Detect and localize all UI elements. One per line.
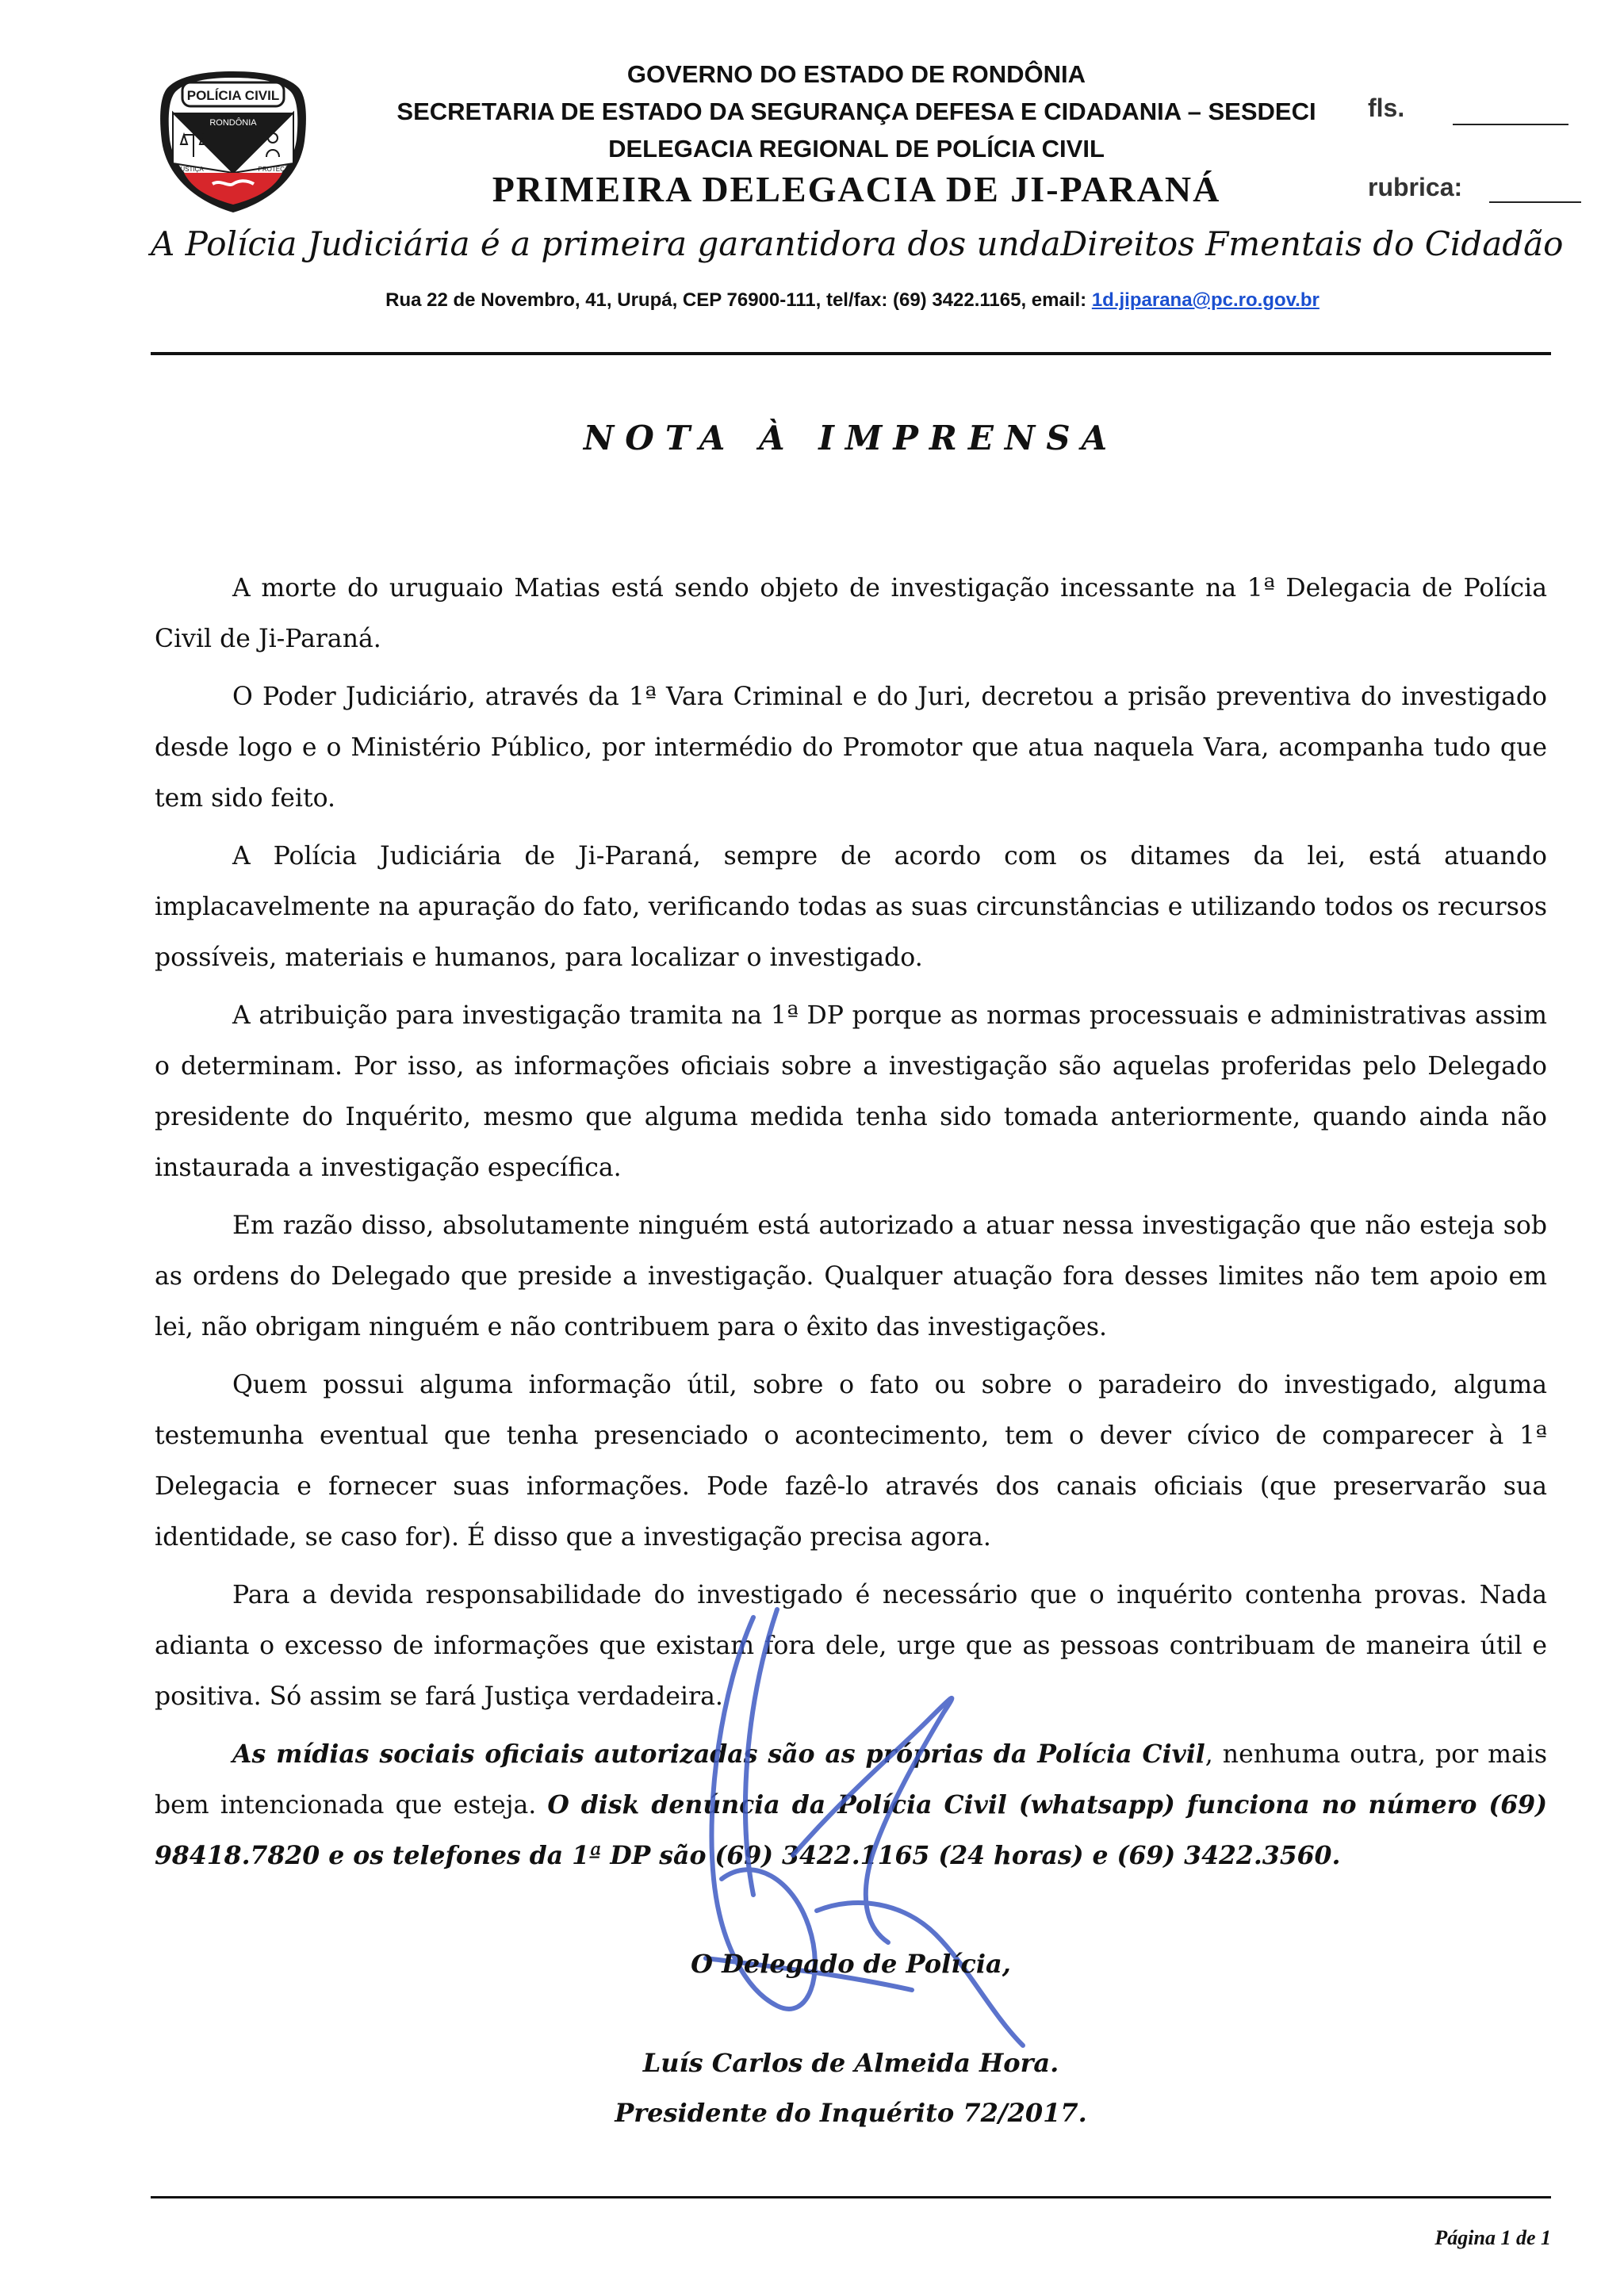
- fls-blank-line: [1453, 124, 1568, 125]
- contact-numbers-statement: O disk denúncia da Polícia Civil (whatsapp) funciona no número (69) 98418.7820 e os telefones da 1ª DP são (69) 3422.1165 (24 horas) e (69) 3422.3560.: [155, 1790, 1547, 1870]
- policia-civil-badge-logo: [155, 68, 311, 216]
- badge-text-mid: RONDÔNIA: [209, 118, 257, 128]
- header-secretariat-line: SECRETARIA DE ESTADO DA SEGURANÇA DEFESA E CIDADANIA – SESDECI: [396, 98, 1316, 125]
- page-number: Página 1 de 1: [1434, 2226, 1551, 2249]
- header-regional-line: DELEGACIA REGIONAL DE POLÍCIA CIVIL: [608, 135, 1105, 163]
- header-address: [151, 289, 1554, 312]
- signature-role: O Delegado de Polícia,: [691, 1949, 1011, 1979]
- paragraph-1: A morte do uruguaio Matias está sendo objeto de investigação incessante na 1ª Delegacia de Polícia Civil de Ji-Paraná.: [155, 574, 1547, 653]
- handwritten-signature: [658, 1594, 1055, 2085]
- fls-label: fls.: [1368, 94, 1405, 122]
- badge-text-left: JUSTIÇA: [177, 166, 204, 173]
- paragraph-6: Quem possui alguma informação útil, sobre o fato ou sobre o paradeiro do investigado, alguma testemunha eventual que tenha presenciado o acontecimento, tem o dever cívico de comparecer à 1ª Delegacia e fornecer suas informações. Pode fazê-lo através dos canais oficiais (que preservarão sua identidade, se caso for). É disso que a investigação precisa agora.: [155, 1371, 1547, 1552]
- address-text: Rua 22 de Novembro, 41, Urupá, CEP 76900-111, tel/fax: (69) 3422.1165, email:: [385, 289, 1087, 311]
- badge-text-top: POLÍCIA CIVIL: [186, 88, 280, 103]
- document-title: NOTA À IMPRENSA: [583, 419, 1119, 457]
- paragraph-2: O Poder Judiciário, através da 1ª Vara Criminal e do Juri, decretou a prisão preventiva do investigado desde logo e o Ministério Público, por intermédio do Promotor que atua naquela Vara, acompanha tudo que tem sido feito.: [155, 683, 1547, 813]
- social-media-statement: As mídias sociais oficiais autorizadas são as próprias da Polícia Civil: [232, 1739, 1205, 1769]
- header-motto: A Polícia Judiciária é a primeira garantidora dos undaDireitos Fmentais do Cidadão: [151, 224, 1564, 263]
- rubrica-blank-line: [1489, 201, 1581, 203]
- paragraph-7: Para a devida responsabilidade do investigado é necessário que o inquérito contenha provas. Nada adianta o excesso de informações que existam fora dele, urge que as pessoas contribuam de maneira útil e positiva. Só assim se fará Justiça verdadeira.: [155, 1581, 1547, 1711]
- badge-text-right: PROTEÇÃO: [258, 166, 294, 173]
- signatory-position: Presidente do Inquérito 72/2017.: [615, 2098, 1087, 2128]
- paragraph-8-text: , nenhuma outra, por mais bem intencionada que esteja.: [155, 1740, 1548, 1820]
- signatory-name: Luís Carlos de Almeida Hora.: [642, 2048, 1059, 2078]
- footer-divider: [151, 2196, 1551, 2198]
- email-link[interactable]: 1d.jiparana@pc.ro.gov.br: [1091, 289, 1320, 311]
- rubrica-label: rubrica:: [1368, 173, 1463, 201]
- paragraph-4: A atribuição para investigação tramita na 1ª DP porque as normas processuais e administrativas assim o determinam. Por isso, as informações oficiais sobre a investigação são aquelas proferidas pelo Delegado presidente do Inquérito, mesmo que alguma medida tenha sido tomada anteriormente, quando ainda não instaurada a investigação específica.: [155, 1001, 1547, 1182]
- header-government-line: GOVERNO DO ESTADO DE RONDÔNIA: [626, 60, 1086, 88]
- paragraph-5: Em razão disso, absolutamente ninguém está autorizado a atuar nessa investigação que não esteja sob as ordens do Delegado que preside a investigação. Qualquer atuação fora desses limites não tem apoio em lei, não obrigam ninguém e não contribuem para o êxito das investigações.: [155, 1211, 1547, 1341]
- header-divider: [151, 352, 1551, 355]
- paragraph-3: A Polícia Judiciária de Ji-Paraná, sempre de acordo com os ditames da lei, está atuando implacavelmente na apuração do fato, verificando todas as suas circunstâncias e utilizando todos os recursos possíveis, materiais e humanos, para localizar o investigado.: [155, 842, 1547, 972]
- header-delegacia-title: PRIMEIRA DELEGACIA DE JI-PARANÁ: [492, 169, 1221, 209]
